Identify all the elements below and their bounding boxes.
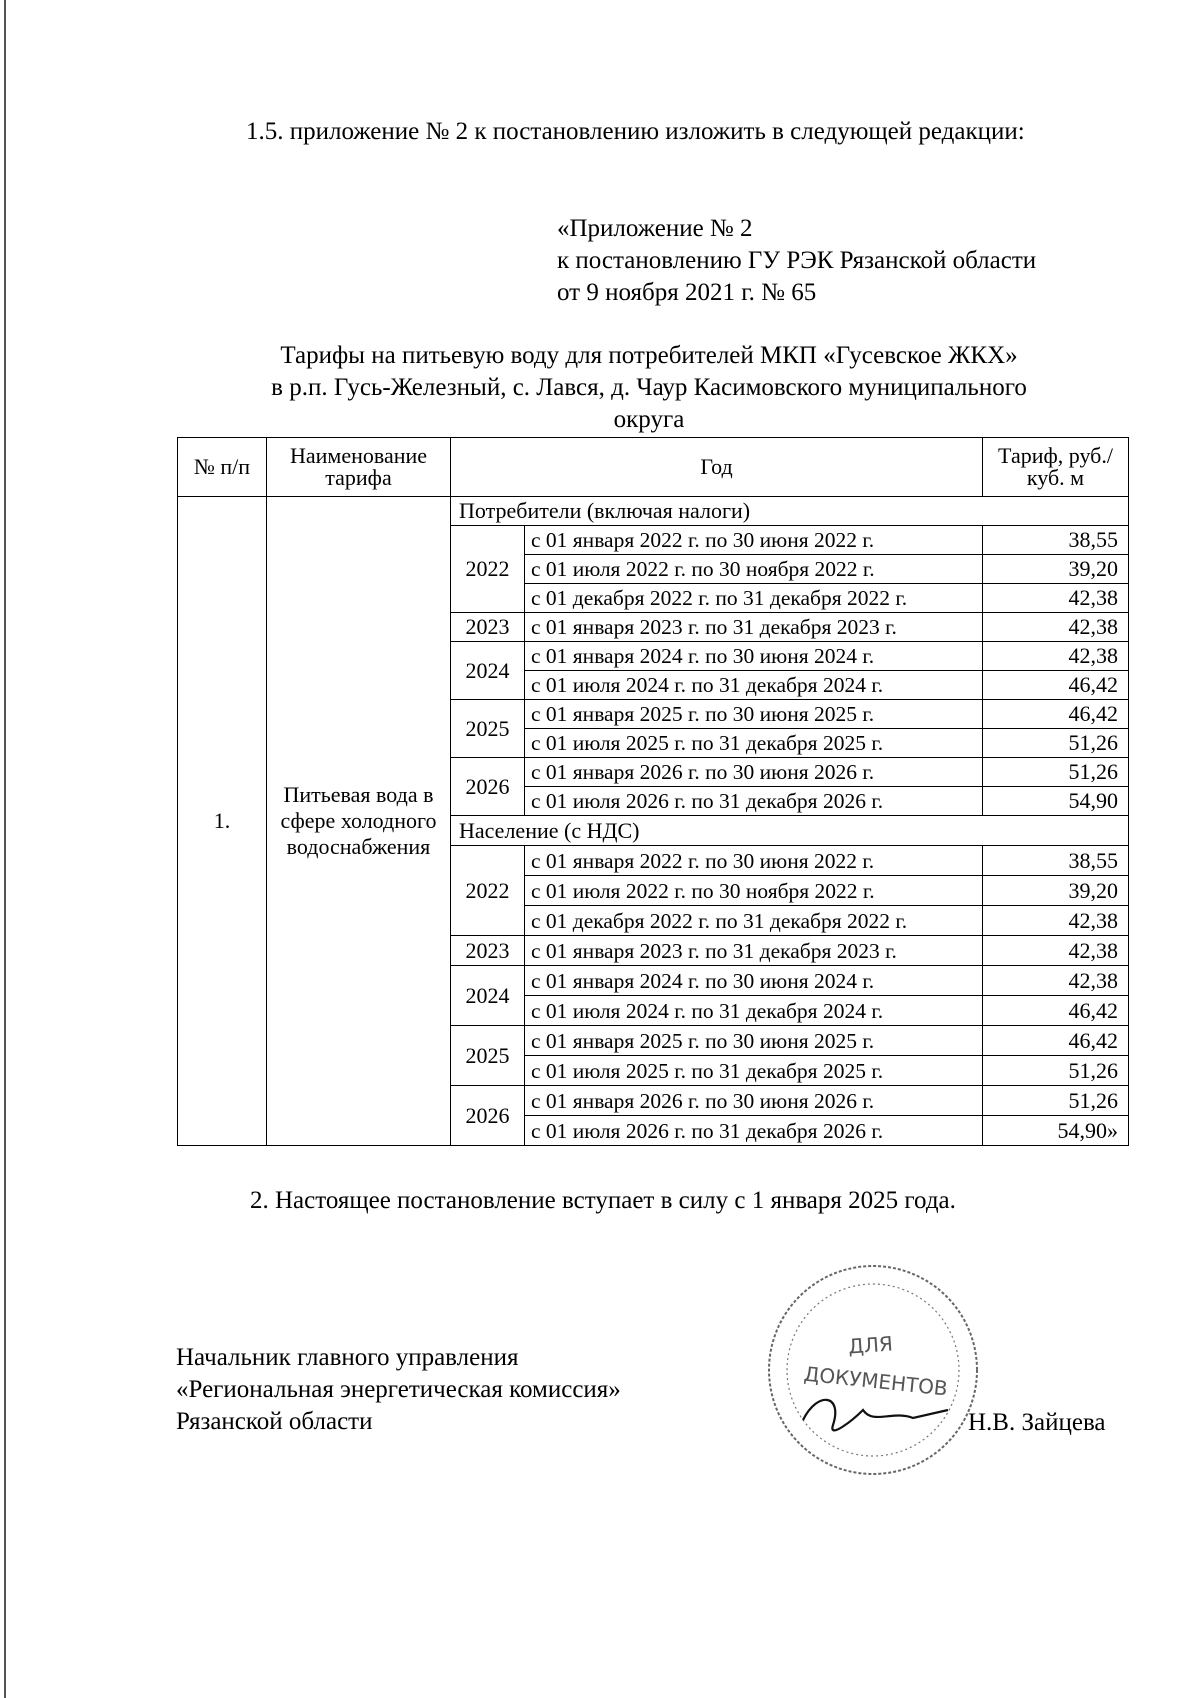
period-cell: с 01 января 2024 г. по 30 июня 2024 г. (525, 642, 983, 671)
period-cell: с 01 декабря 2022 г. по 31 декабря 2022 г. (525, 584, 983, 613)
tariff-value-cell: 39,20 (983, 876, 1129, 906)
period-cell: с 01 декабря 2022 г. по 31 декабря 2022 г. (525, 906, 983, 936)
period-cell: с 01 июля 2026 г. по 31 декабря 2026 г. (525, 787, 983, 816)
handwritten-signature (803, 1400, 948, 1431)
tariff-value-cell: 54,90 (983, 787, 1129, 816)
period-cell: с 01 июля 2024 г. по 31 декабря 2024 г. (525, 671, 983, 700)
tariff-value-cell: 46,42 (983, 1026, 1129, 1056)
stamp-text-2: ДОКУМЕНТОВ (802, 1361, 949, 1401)
tariff-value-cell: 42,38 (983, 613, 1129, 642)
period-cell: с 01 июля 2022 г. по 30 ноября 2022 г. (525, 555, 983, 584)
tariff-value-cell: 42,38 (983, 906, 1129, 936)
tariff-value-cell: 46,42 (983, 700, 1129, 729)
year-cell: 2022 (451, 846, 525, 936)
annex-line-3: от 9 ноября 2021 г. № 65 (557, 279, 817, 306)
tariff-value-cell: 54,90» (983, 1116, 1129, 1146)
stamp-text-1: ДЛЯ (847, 1331, 894, 1359)
section-label: Потребители (включая налоги) (451, 497, 1129, 526)
tariff-value-cell: 38,55 (983, 846, 1129, 876)
year-cell: 2023 (451, 936, 525, 966)
signature-block (176, 1342, 621, 1438)
tariff-value-cell: 51,26 (983, 729, 1129, 758)
period-cell: с 01 января 2023 г. по 31 декабря 2023 г. (525, 936, 983, 966)
year-cell: 2024 (451, 966, 525, 1026)
tariff-table (177, 437, 1129, 1146)
tariff-value-cell: 42,38 (983, 642, 1129, 671)
period-cell: с 01 января 2022 г. по 30 июня 2022 г. (525, 846, 983, 876)
title-line-3: округа (613, 406, 685, 433)
year-cell: 2025 (451, 700, 525, 758)
paragraph-1-5: 1.5. приложение № 2 к постановлению изложить в следующей редакции: (246, 118, 1025, 145)
signer-name: Н.В. Зайцева (968, 1409, 1106, 1436)
header-name: Наименование тарифа (267, 438, 451, 497)
annex-line-2: к постановлению ГУ РЭК Рязанской области (557, 247, 1037, 274)
title-line-1: Тарифы на питьевую воду для потребителей МКП «Гусевское ЖКХ» (280, 342, 1018, 369)
period-cell: с 01 января 2026 г. по 30 июня 2026 г. (525, 1086, 983, 1116)
signature-line-1: Начальник главного управления (176, 1344, 519, 1371)
period-cell: с 01 июля 2022 г. по 30 ноября 2022 г. (525, 876, 983, 906)
period-cell: с 01 июля 2026 г. по 31 декабря 2026 г. (525, 1116, 983, 1146)
section-label: Население (с НДС) (451, 816, 1129, 846)
tariff-name: Питьевая вода в сфере холодного водоснабжения (267, 497, 451, 1146)
tariff-value-cell: 46,42 (983, 671, 1129, 700)
table-header-row (178, 438, 1129, 497)
header-num: № п/п (178, 438, 267, 497)
year-cell: 2026 (451, 758, 525, 816)
period-cell: с 01 января 2022 г. по 30 июня 2022 г. (525, 526, 983, 555)
year-cell: 2023 (451, 613, 525, 642)
year-cell: 2025 (451, 1026, 525, 1086)
signature-line-3: Рязанской области (176, 1408, 373, 1435)
period-cell: с 01 января 2023 г. по 31 декабря 2023 г. (525, 613, 983, 642)
signature-line-2: «Региональная энергетическая комиссия» (176, 1376, 621, 1403)
year-cell: 2026 (451, 1086, 525, 1146)
period-cell: с 01 января 2025 г. по 30 июня 2025 г. (525, 1026, 983, 1056)
tariff-value-cell: 38,55 (983, 526, 1129, 555)
period-cell: с 01 января 2024 г. по 30 июня 2024 г. (525, 966, 983, 996)
tariff-value-cell: 51,26 (983, 1086, 1129, 1116)
tariff-value-cell: 51,26 (983, 758, 1129, 787)
header-year: Год (451, 438, 983, 497)
title-line-2: в р.п. Гусь-Железный, с. Лався, д. Чаур Касимовского муниципального (271, 374, 1027, 401)
year-cell: 2024 (451, 642, 525, 700)
section-row (178, 497, 1129, 526)
tariff-value-cell: 42,38 (983, 936, 1129, 966)
clause-2: 2. Настоящее постановление вступает в силу с 1 января 2025 года. (250, 1187, 956, 1214)
tariff-value-cell: 46,42 (983, 996, 1129, 1026)
period-cell: с 01 июля 2025 г. по 31 декабря 2025 г. (525, 1056, 983, 1086)
header-tariff: Тариф, руб./куб. м (983, 438, 1129, 497)
annex-line-1: «Приложение № 2 (557, 215, 753, 242)
tariff-value-cell: 39,20 (983, 555, 1129, 584)
period-cell: с 01 января 2025 г. по 30 июня 2025 г. (525, 700, 983, 729)
year-cell: 2022 (451, 526, 525, 613)
page-edge (4, 0, 6, 1698)
tariff-value-cell: 42,38 (983, 966, 1129, 996)
row-number: 1. (178, 497, 267, 1146)
table-title (176, 340, 1122, 436)
period-cell: с 01 января 2026 г. по 30 июня 2026 г. (525, 758, 983, 787)
period-cell: с 01 июля 2024 г. по 31 декабря 2024 г. (525, 996, 983, 1026)
seal-stamp (763, 1260, 983, 1480)
period-cell: с 01 июля 2025 г. по 31 декабря 2025 г. (525, 729, 983, 758)
tariff-value-cell: 42,38 (983, 584, 1129, 613)
tariff-value-cell: 51,26 (983, 1056, 1129, 1086)
annex-header (557, 213, 1157, 309)
